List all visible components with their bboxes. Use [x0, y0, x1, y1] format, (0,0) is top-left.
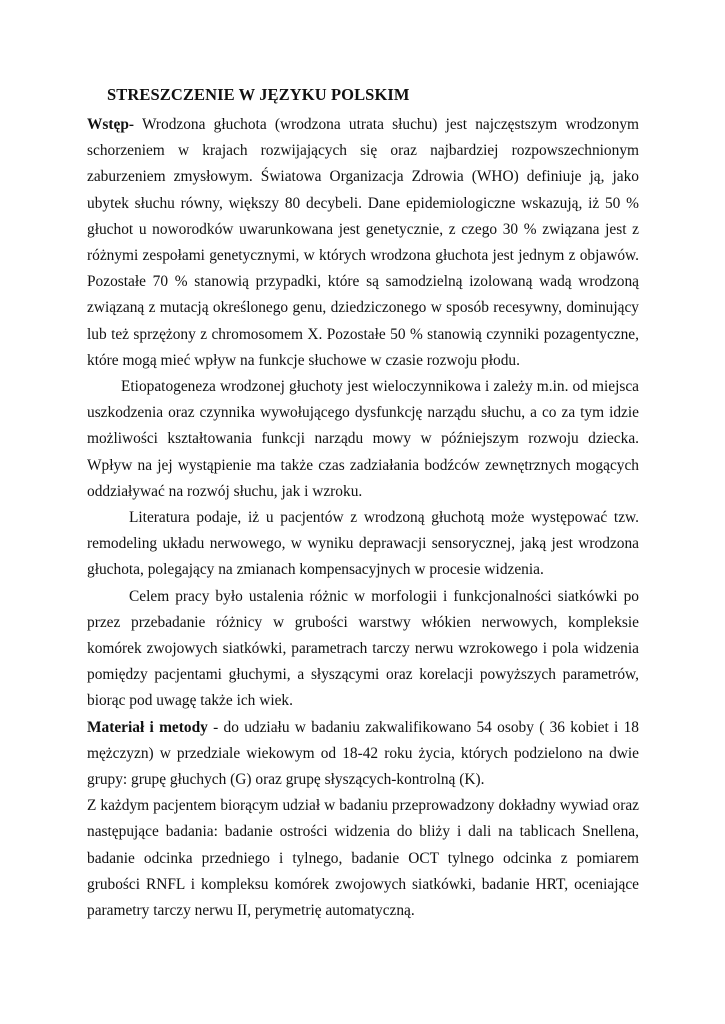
document-title: STRESZCZENIE W JĘZYKU POLSKIM [107, 85, 410, 104]
exam-paragraph: Z każdym pacjentem biorącym udział w badaniu przeprowadzony dokładny wywiad oraz następujące badania: badanie ostrości widzenia do bliży i dali na tablicach Snellena, badanie odcinka przedniego i tylnego, badanie OCT tylnego odcinka z pomiarem grubości RNFL i kompleksu komórek zwojowych siatkówki, badanie HRT, oceniające parametry tarczy nerwu II, perymetrię automatyczną. [87, 797, 639, 920]
methods-label: Materiał i metody [87, 718, 208, 736]
intro-label: Wstęp- [87, 116, 135, 133]
literature-paragraph: Literatura podaje, iż u pacjentów z wrodzoną głuchotą może występować tzw. remodeling układu nerwowego, w wyniku deprawacji sensorycznej, jaką jest wrodzona głuchota, polegający na zmianach kompensacyjnych w procesie widzenia. [87, 509, 639, 579]
methods-paragraph [87, 715, 639, 794]
intro-paragraph [87, 112, 639, 374]
aim-paragraph: Celem pracy było ustalenia różnic w morfologii i funkcjonalności siatkówki po przez przebadanie różnicy w grubości warstwy włókien nerwowych, kompleksie komórek zwojowych siatkówki, parametrach tarczy nerwu wzrokowego i pola widzenia pomiędzy pacjentami głuchymi, a słyszącymi oraz korelacji powyższych parametrów, biorąc pod uwagę także ich wiek. [87, 587, 639, 710]
methods-text: - do udziału w badaniu zakwalifikowano 54 osoby ( 36 kobiet i 18 mężczyzn) w przedziale wiekowym od 18-42 roku życia, których podzielono na dwie grupy: grupę głuchych (G) oraz grupę słyszących-kontrolną (K). [87, 718, 639, 789]
document-page [87, 84, 639, 924]
intro-text: Wrodzona głuchota (wrodzona utrata słuchu) jest najczęstszym wrodzonym schorzeniem w krajach rozwijających się oraz najbardziej rozpowszechnionym zaburzeniem zmysłowym. Światowa Organizacja Zdrowia (WHO) definiuje ją, jako ubytek słuchu równy, większy 80 decybeli. Dane epidemiologiczne wskazują, iż 50 % głuchot u noworodków uwarunkowana jest genetycznie, z czego 30 % związana jest z różnymi zespołami genetycznymi, w których wrodzona głuchota jest jednym z objawów. Pozostałe 70 % stanowią przypadki, które są samodzielną izolowaną wadą wrodzoną związaną z mutacją określonego genu, dziedziczonego w sposób recesywny, dominujący lub też sprzężony z chromosomem X. Pozostałe 50 % stanowią czynniki pozagentyczne, które mogą mieć wpływ na funkcje słuchowe w czasie rozwoju płodu. [87, 116, 639, 369]
etiology-paragraph: Etiopatogeneza wrodzonej głuchoty jest wieloczynnikowa i zależy m.in. od miejsca uszkodzenia oraz czynnika wywołującego dysfunkcję narządu słuchu, a co za tym idzie możliwości kształtowania funkcji narządu mowy w późniejszym rozwoju dziecka. Wpływ na jej wystąpienie ma także czas zadziałania bodźców zewnętrznych mogących oddziaływać na rozwój słuchu, jak i wzroku. [87, 378, 639, 500]
